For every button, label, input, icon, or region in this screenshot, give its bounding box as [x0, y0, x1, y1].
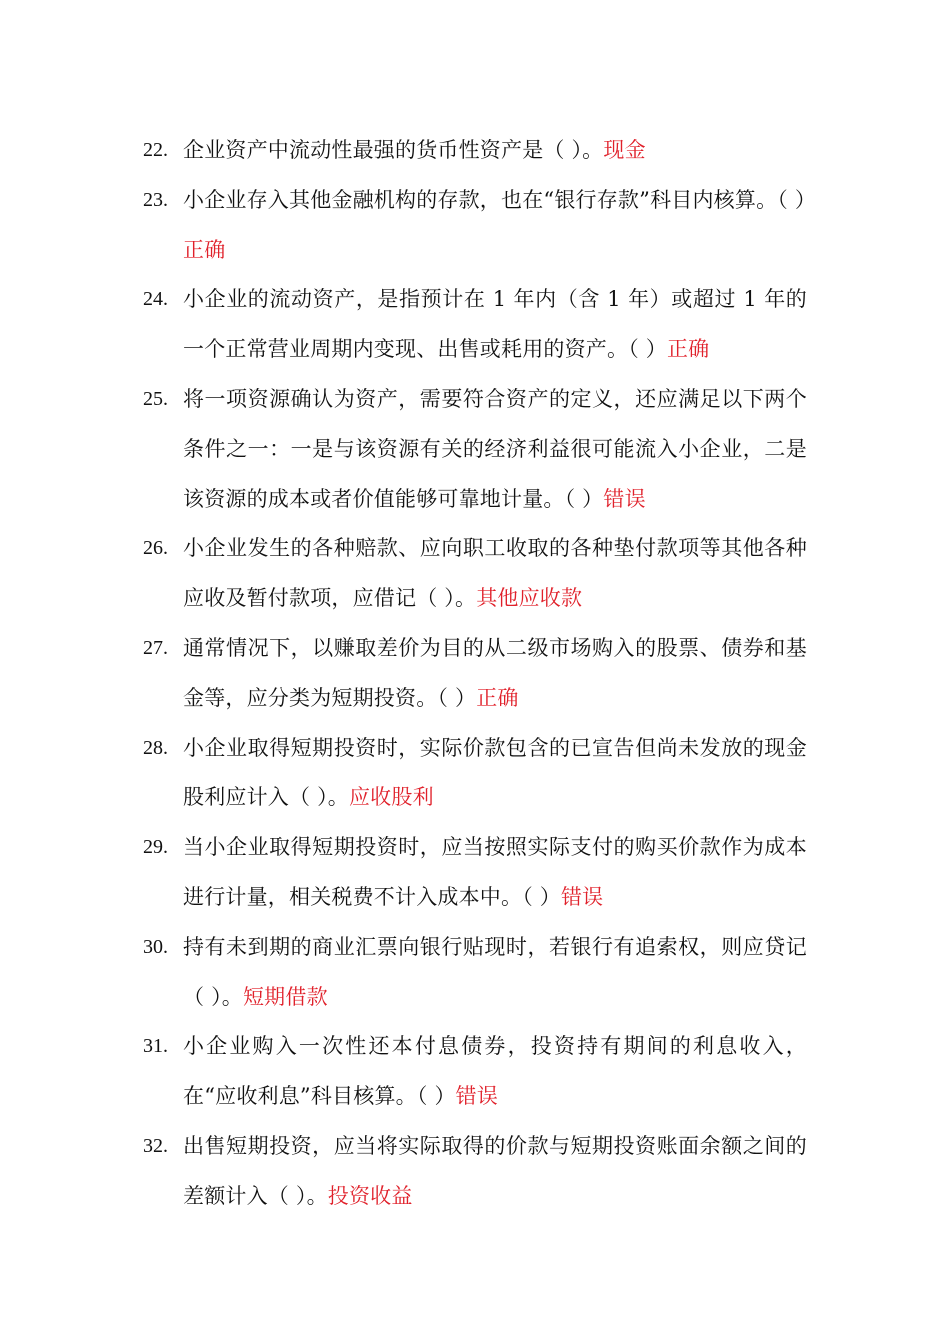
question-list [143, 126, 817, 1222]
question-text-block [183, 1022, 807, 1122]
question-text: 小企业发生的各种赔款、应向职工收取的各种垫付款项等其他各种应收及暂付款项，应借记（ ）。 [183, 536, 807, 611]
question-text-block [183, 823, 807, 923]
answer-text: 错误 [455, 1084, 499, 1109]
question-text: 企业资产中流动性最强的货币性资产是（ ）。 [183, 138, 604, 162]
question-text: 当小企业取得短期投资时，应当按照实际支付的购买价款作为成本进行计量，相关税费不计入成本中。（ ） [183, 835, 807, 909]
answer-text: 错误 [603, 486, 646, 511]
question-item [143, 1122, 811, 1222]
answer-text: 正确 [666, 337, 710, 362]
question-item [143, 724, 811, 824]
question-number: 25. [143, 387, 168, 410]
answer-text: 应收股利 [348, 785, 434, 810]
question-text: 出售短期投资，应当将实际取得的价款与短期投资账面余额之间的差额计入（ ）。 [183, 1133, 807, 1208]
question-item [143, 624, 811, 724]
answer-text: 正确 [476, 685, 519, 710]
question-text: 小企业取得短期投资时，实际价款包含的已宣告但尚未发放的现金股利应计入（ ）。 [183, 735, 807, 810]
question-text: 小企业存入其他金融机构的存款，也在“银行存款”科目内核算。（ ） [183, 187, 817, 212]
question-text: 将一项资源确认为资产，需要符合资产的定义，还应满足以下两个条件之一：一是与该资源有关的经济利益很可能流入小企业，二是该资源的成本或者价值能够可靠地计量。（ ） [183, 386, 807, 511]
question-item [143, 176, 817, 276]
question-item [143, 275, 811, 375]
question-item [143, 375, 811, 524]
question-number: 30. [143, 935, 168, 958]
question-item [143, 126, 811, 176]
question-text-block [183, 624, 807, 724]
question-number: 24. [143, 288, 168, 311]
question-item [143, 1022, 811, 1122]
question-text: 通常情况下，以赚取差价为目的从二级市场购入的股票、债券和基金等，应分类为短期投资。（ ） [183, 635, 807, 710]
answer-text: 其他应收款 [476, 586, 583, 611]
answer-text: 投资收益 [327, 1183, 413, 1208]
question-text: 小企业的流动资产，是指预计在 1 年内（含 1 年）或超过 1 年的一个正常营业周期内变现、出售或耗用的资产。（ ） [183, 287, 807, 362]
answer-text: 现金 [603, 138, 646, 162]
question-number: 22. [143, 139, 168, 161]
question-number: 26. [143, 537, 168, 560]
question-text: 小企业购入一次性还本付息债券，投资持有期间的利息收入，在“应收利息”科目核算。（ ） [183, 1034, 807, 1109]
question-item [143, 823, 811, 923]
question-text-block [183, 176, 817, 276]
question-item [143, 524, 811, 624]
question-text-block [183, 524, 807, 624]
question-number: 32. [143, 1134, 168, 1157]
question-number: 23. [143, 188, 168, 211]
question-text-block [183, 724, 807, 824]
answer-text: 正确 [183, 237, 226, 262]
question-number: 31. [143, 1035, 168, 1058]
question-number: 27. [143, 636, 168, 659]
question-text-block [183, 1122, 807, 1222]
answer-text: 错误 [560, 884, 604, 909]
question-text-block [183, 275, 807, 375]
question-number: 29. [143, 836, 168, 859]
answer-text: 短期借款 [242, 984, 328, 1009]
question-number: 28. [143, 736, 168, 759]
question-text: 持有未到期的商业汇票向银行贴现时，若银行有追索权，则应贷记（ ）。 [183, 934, 807, 1009]
question-text-block [183, 126, 807, 176]
question-text-block [183, 923, 807, 1023]
question-item [143, 923, 811, 1023]
question-text-block [183, 375, 807, 524]
